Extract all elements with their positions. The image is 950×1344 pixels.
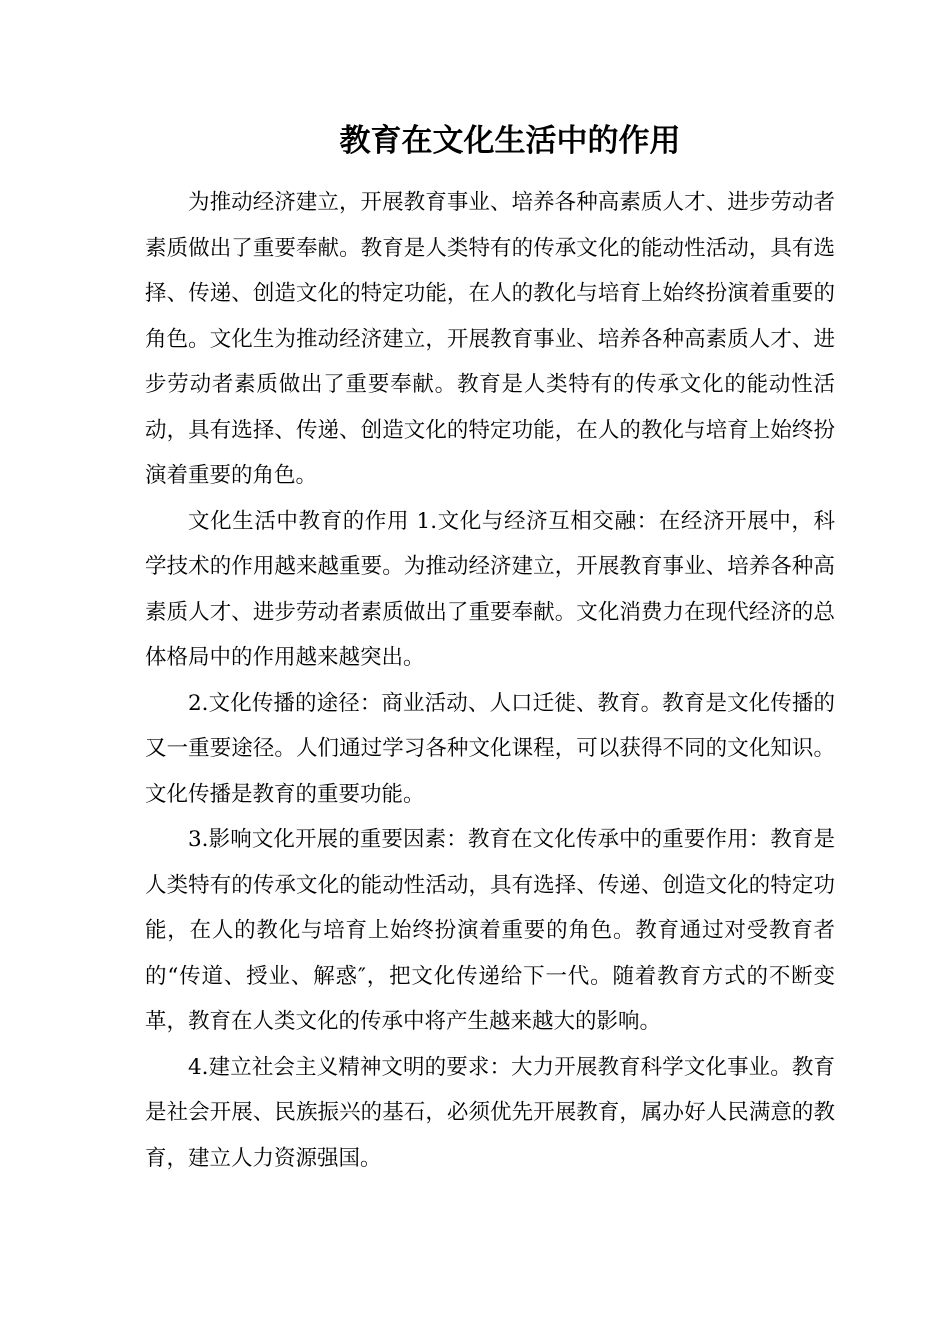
document-body [145, 180, 835, 1181]
paragraph-3: 2.文化传播的途径：商业活动、人口迁徙、教育。教育是文化传播的又一重要途径。人们通过学习各种文化课程，可以获得不同的文化知识。文化传播是教育的重要功能。 [145, 690, 835, 807]
paragraph-1: 为推动经济建立，开展教育事业、培养各种高素质人才、进步劳动者素质做出了重要奉献。教育是人类特有的传承文化的能动性活动，具有选择、传递、创造文化的特定功能，在人的教化与培育上始终扮演着重要的角色。文化生为推动经济建立，开展教育事业、培养各种高素质人才、进步劳动者素质做出了重要奉献。教育是人类特有的传承文化的能动性活动，具有选择、传递、创造文化的特定功能，在人的教化与培育上始终扮演着重要的角色。 [145, 190, 835, 488]
paragraph-4: 3.影响文化开展的重要因素：教育在文化传承中的重要作用：教育是人类特有的传承文化的能动性活动，具有选择、传递、创造文化的特定功能，在人的教化与培育上始终扮演着重要的角色。教育通过对受教育者的“传道、授业、解惑″，把文化传递给下一代。随着教育方式的不断变革，教育在人类文化的传承中将产生越来越大的影响。 [145, 827, 835, 1034]
paragraph-2: 文化生活中教育的作用 1.文化与经济互相交融：在经济开展中，科学技术的作用越来越重要。为推动经济建立，开展教育事业、培养各种高素质人才、进步劳动者素质做出了重要奉献。文化消费力在现代经济的总体格局中的作用越来越突出。 [145, 508, 835, 670]
paragraph-5: 4.建立社会主义精神文明的要求：大力开展教育科学文化事业。教育是社会开展、民族振兴的基石，必须优先开展教育，属办好人民满意的教育，建立人力资源强国。 [145, 1054, 835, 1171]
document-title: 教育在文化生活中的作用 [339, 123, 681, 159]
